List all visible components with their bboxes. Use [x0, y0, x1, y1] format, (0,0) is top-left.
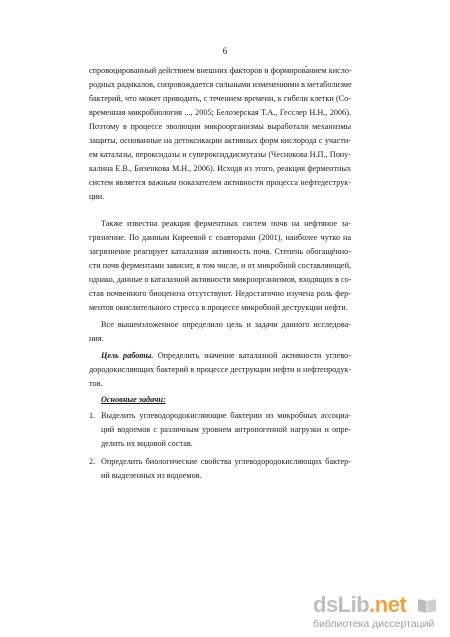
task-line: делить их видовой состав.: [101, 439, 193, 448]
text-line: однако, данные о каталазной активности микроорганизмов, входящих в со-: [89, 275, 352, 284]
watermark-brand-suffix: .net: [369, 592, 407, 617]
text-line: ции.: [89, 192, 105, 201]
task-number: 1.: [89, 411, 96, 420]
text-line: став почвенного биоценоза отсутствуют. Недостаточно изучена роль фер-: [89, 289, 351, 298]
text-line: Все вышеизложенное определило цель и задачи данного исследова-: [101, 320, 351, 329]
text-line: спровоцированный действием внешних факторов и формированием кисло-: [89, 66, 352, 75]
dslib-watermark: [313, 592, 443, 632]
text-line: загрязнение реагирует каталазная активность почв. Степень обогащённо-: [89, 247, 351, 256]
watermark-brand-main: dsLib: [313, 592, 370, 617]
task-line: ций водоемов с различным уровнем антропогенной нагрузки и опре-: [101, 425, 351, 434]
text-line: бактерий, что может приводить, с течением времени, к гибели клетки (Со-: [89, 94, 351, 103]
text-line: Также известна реакция ферментных систем почв на нефтяное за-: [101, 219, 351, 228]
goal-line: [101, 351, 351, 361]
page-number: 6: [222, 46, 228, 56]
text-line: тов.: [89, 379, 103, 388]
task-number: 2.: [89, 457, 96, 466]
text-line: калина Е.В., Бизенкова М.Н., 2006). Исходя из этого, реакция ферментных: [89, 164, 351, 173]
text-line: ния.: [89, 334, 104, 343]
text-line: ментов окислительного стресса в процессе микробной деструкции нефти.: [89, 303, 348, 312]
text-line: родных радикалов, сопровождается сильными изменениями в метаболизме: [89, 80, 352, 89]
text-line: дородокисляющих бактерий в процессе деструкции нефти и нефтепродук-: [89, 365, 351, 374]
text-line: сти почв ферментами зависит, в том числе, и от микробной составляющей,: [89, 261, 351, 270]
goal-label: Цель работы.: [101, 351, 154, 360]
goal-text: Определить значение каталазной активности углево-: [153, 351, 351, 360]
watermark-tagline: библиотека диссертаций: [313, 618, 435, 630]
text-line: Поэтому в процессе эволюции микроорганизмы выработали механизмы: [89, 122, 351, 131]
watermark-brand: [313, 592, 406, 618]
text-line: грязнение. По данным Киреевой с соавторами (2001), наиболее чутко на: [89, 233, 351, 242]
text-line: систем является важным показателем активности процесса нефтедеструк-: [89, 178, 351, 187]
text-line: защиты, основанные на детоксикации активных форм кислорода с участи-: [89, 136, 351, 145]
task-line: Выделить углеводородокисляющие бактерии из микробных ассоциа-: [101, 411, 351, 420]
text-line: ем каталазы, пероксидазы и супероксиддисмутазы (Чеснокова Н.П., Пону-: [89, 150, 351, 159]
tasks-heading: Основные задачи:: [101, 395, 166, 404]
book-icon: [416, 595, 438, 615]
task-line: Определить биологические свойства углеводородокисляющих бактер-: [101, 457, 351, 466]
text-line: временная микробиология ..., 2005; Белозерская Т.А., Гесслер Н.Н., 2006).: [89, 108, 351, 117]
task-line: ий выделенных из водоемов.: [101, 471, 202, 480]
